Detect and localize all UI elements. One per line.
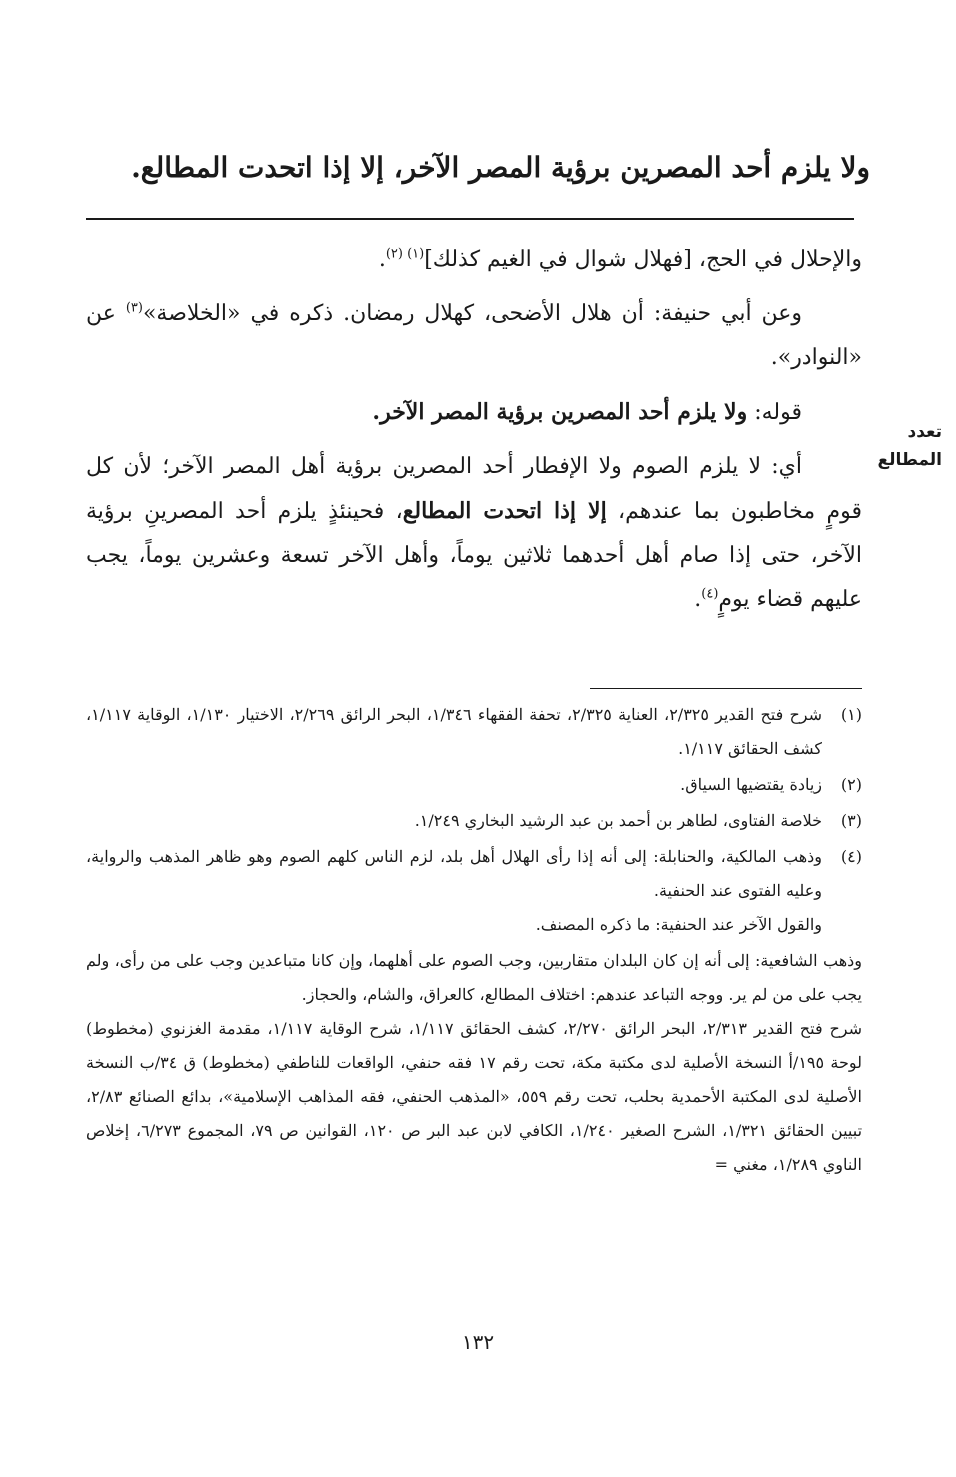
footnote-ref-4: (٤) [701,586,719,602]
footnote-2-number: (٢) [840,775,862,794]
footnote-4-body [86,840,822,942]
paragraph-2-end: عن «النوادر». [86,301,862,370]
paragraph-4-end: . [694,587,702,612]
footnote-4 [86,840,862,942]
header-divider [86,218,854,220]
margin-note [862,418,942,474]
footnote-ref-1-2: (١) (٢) [385,246,425,262]
footnote-1 [86,698,862,766]
paragraph-1 [86,238,862,282]
footnote-4-line2: والقول الآخر عند الحنفية: ما ذكره المصنف. [535,915,822,934]
paragraph-4-text-a: أي: لا يلزم الصوم ولا الإفطار أحد المصرين برؤية أهل المصر الآخر؛ لأن كل قومٍ مخاطبون بما عندهم، [86,454,862,524]
footnote-3 [86,804,862,838]
footnote-4-text: وذهب المالكية، والحنابلة: إلى أنه إذا رأى الهلال أهل بلد، لزم الناس كلهم الصوم وهو ظاهر المذهب والرواية، وعليه الفتوى عند الحنفية. [86,847,822,900]
footnote-4-continuation-2: شرح فتح القدير ٢/٣١٣، البحر الرائق ٢/٢٧٠، كشف الحقائق ١/١١٧، شرح الوقاية ١/١١٧، مقدمة الغزنوي (مخطوط) لوحة ١٩٥/أ النسخة الأصلية لدى مكتبة مكة، تحت رقم ١٧ فقه حنفي، الواقعات للناطفي (مخطوط) ق ٣٤/ب النسخة الأصلية لدى المكتبة الأحمدية بحلب، تحت رقم ٥٥٩، «المذهب الحنفي، فقه المذاهب الإسلامية»، بدائع الصنائع ٢/٨٣، تبيين الحقائق ١/٣٢١، الشرح الصغير ١/٢٤٠، الكافي لابن عبد البر ص ١٢٠، القوانين ص ٧٩، المجموع ٦/٢٧٣، إخلاص الناوي ١/٢٨٩، مغني = [86,1019,863,1174]
footnote-divider [590,688,862,689]
footnote-3-text: خلاصة الفتاوى، لطاهر بن أحمد بن عبد الرشيد البخاري ١/٢٤٩. [414,811,822,830]
page-number: ١٣٢ [461,1330,495,1354]
paragraph-3-lead: قوله: [747,400,802,425]
paragraph-3-quote: ولا يلزم أحد المصرين برؤية المصر الآخر. [372,399,748,425]
footnote-1-number: (١) [840,705,862,724]
footnote-ref-3: (٣) [125,300,143,316]
paragraph-4 [86,445,862,622]
paragraph-2-text: وعن أبي حنيفة: أن هلال الأضحى، كهلال رمضان. ذكره في «الخلاصة» [142,301,802,326]
footnote-2-text: زيادة يقتضيها السياق. [680,775,822,794]
margin-note-line1: تعدد [907,422,942,442]
footnote-4-continuation-1: وذهب الشافعية: إلى أنه إن كان البلدان متقاربين، وجب الصوم على أهلهما، وإن كانا متباعدين وجب على من رأى، ولم يجب على من لم ير. ووجه التباعد عندهم: اختلاف المطالع، كالعراق، والشام، والحجاز. [86,951,862,1004]
paragraph-3 [86,390,862,435]
footnotes [86,698,862,1182]
footnote-1-text: شرح فتح القدير ٢/٣٢٥، العناية ٢/٣٢٥، تحفة الفقهاء ١/٣٤٦، البحر الرائق ٢/٢٦٩، الاختيار ١/١٣٠، الوقاية ١/١١٧، كشف الحقائق ١/١١٧. [86,705,823,758]
footnote-4-number: (٤) [840,847,862,866]
paragraph-4-bold: إلا إذا اتحدت المطالع [402,498,607,524]
footnote-2 [86,768,862,802]
running-header: ولا يلزم أحد المصرين برؤية المصر الآخر، إلا إذا اتحدت المطالع. [131,151,870,184]
paragraph-1-text: والإحلال في الحج، [فهلال شوال في الغيم كذلك] [424,247,862,272]
margin-note-line2: المطالع [877,450,942,470]
main-text [86,238,862,632]
footnote-3-number: (٣) [840,811,862,830]
paragraph-2 [86,292,862,380]
paragraph-1-end: . [378,247,386,272]
paragraph-4-text-b: ، فحينئذٍ يلزم أحد المصرينِ برؤية الآخر، حتى إذا صام أهل أحدهما ثلاثين يوماً، وأهل الآخر تسعة وعشرين يوماً، يجب عليهم قضاء يومٍ [86,499,862,612]
